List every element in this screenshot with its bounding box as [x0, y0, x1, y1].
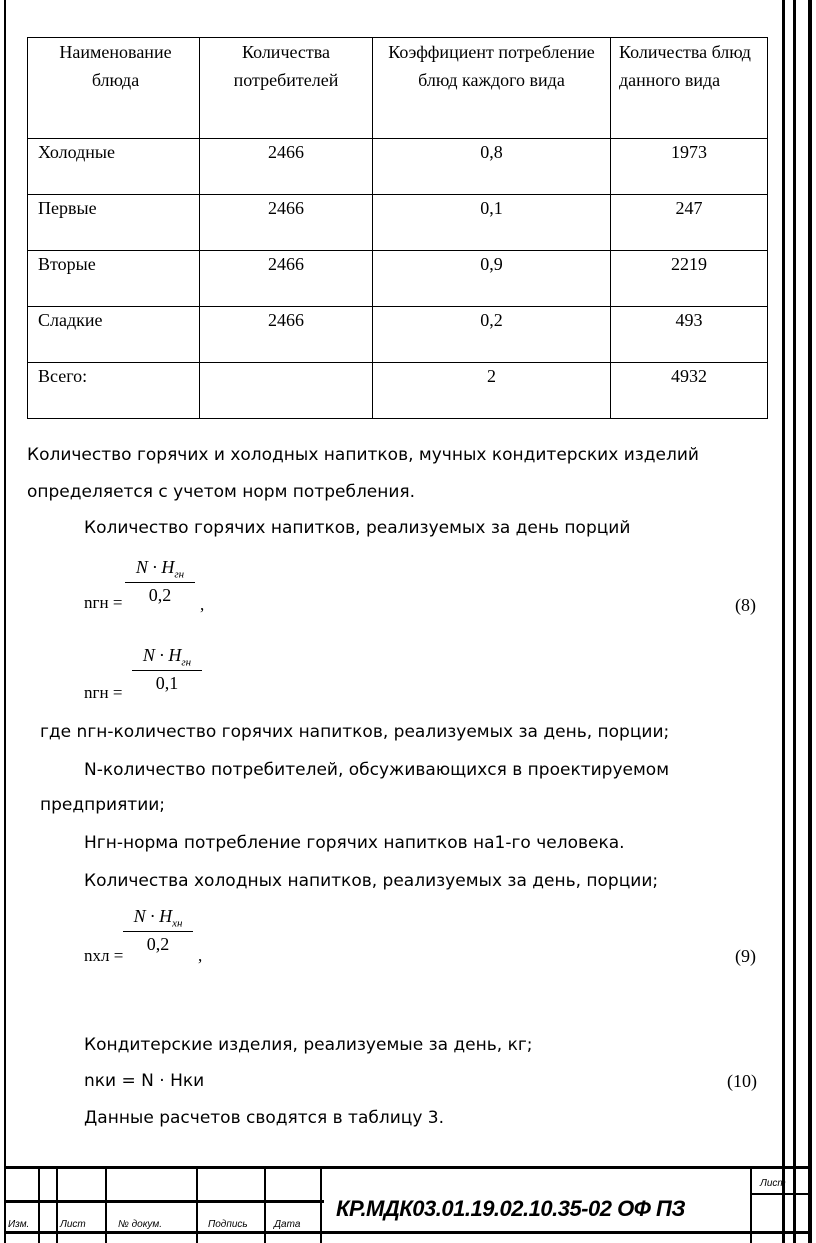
- table-header-row: [28, 38, 768, 139]
- cell-count: 493: [611, 307, 768, 363]
- stamp-divider: [264, 1166, 266, 1243]
- formula-subscript: гн: [181, 656, 192, 669]
- cell-count: 1973: [611, 139, 768, 195]
- header-dish-name: Наименование блюда: [28, 38, 200, 139]
- formula-fraction: [132, 645, 202, 694]
- formula-subscript: хн: [172, 917, 183, 930]
- formula-numerator: N · H: [142, 645, 182, 665]
- table-row: [28, 139, 768, 195]
- stamp-sheet-divider: [750, 1193, 808, 1195]
- table-row: [28, 307, 768, 363]
- cell-consumers: [200, 363, 373, 419]
- formula-lhs: nхл =: [84, 946, 124, 965]
- cell-consumers: 2466: [200, 251, 373, 307]
- paragraph-line: Количество горячих и холодных напитков, мучных кондитерских изделий: [27, 445, 699, 465]
- cell-count: 247: [611, 195, 768, 251]
- formula-lhs: nгн =: [84, 683, 123, 702]
- formula-fraction: [125, 557, 195, 606]
- paragraph-line: предприятии;: [40, 795, 166, 815]
- frame-right-border: [793, 0, 796, 1243]
- stamp-col-label: Лист: [60, 1219, 86, 1230]
- formula-subscript: гн: [174, 568, 185, 581]
- document-code: КР.МДК03.01.19.02.10.35-02 ОФ ПЗ: [336, 1196, 685, 1221]
- paragraph-line: N-количество потребителей, обсуживающихся в проектируемом: [84, 760, 670, 780]
- formula-number: (10): [727, 1071, 757, 1091]
- frame-right-border: [808, 0, 812, 1243]
- paragraph-line: Количества холодных напитков, реализуемых за день, порции;: [84, 871, 659, 891]
- stamp-col-label: № докум.: [118, 1219, 163, 1230]
- formula-number: (8): [735, 595, 756, 615]
- frame-right-border: [782, 0, 785, 1243]
- cell-coefficient: 2: [373, 363, 611, 419]
- paragraph-line: Данные расчетов сводятся в таблицу 3.: [84, 1108, 445, 1128]
- formula-10: nки = N · Hки: [84, 1071, 205, 1091]
- formula-denominator: 0,2: [148, 584, 172, 605]
- stamp-col-label: Изм.: [8, 1219, 30, 1230]
- cell-dish: Холодные: [28, 139, 200, 195]
- cell-dish: Сладкие: [28, 307, 200, 363]
- cell-consumers: 2466: [200, 307, 373, 363]
- cell-coefficient: 0,8: [373, 139, 611, 195]
- formula-fraction: [123, 906, 193, 955]
- formula-numerator: N · H: [135, 557, 175, 577]
- cell-dish: Всего:: [28, 363, 200, 419]
- stamp-top-line: [4, 1166, 812, 1169]
- paragraph-line: Количество горячих напитков, реализуемых за день порций: [84, 518, 631, 538]
- formula-denominator: 0,1: [155, 672, 179, 693]
- stamp-divider: [38, 1166, 40, 1243]
- cell-dish: Первые: [28, 195, 200, 251]
- stamp-divider: [56, 1166, 58, 1243]
- formula-comma: ,: [198, 946, 203, 965]
- paragraph-line: определяется с учетом норм потребления.: [27, 482, 416, 502]
- table-row: [28, 251, 768, 307]
- stamp-middle-line: [4, 1200, 324, 1203]
- dishes-table: [27, 37, 768, 419]
- header-consumers: Количества потребителей: [200, 38, 373, 139]
- stamp-divider: [320, 1166, 322, 1243]
- formula-lhs: nгн =: [84, 593, 123, 612]
- formula-denominator: 0,2: [146, 933, 170, 954]
- paragraph-line: Нгн-норма потребление горячих напитков на1-го человека.: [84, 833, 625, 853]
- cell-coefficient: 0,1: [373, 195, 611, 251]
- stamp-col-label: Дата: [274, 1219, 301, 1230]
- stamp-col-label: Подпись: [208, 1219, 248, 1230]
- cell-count: 2219: [611, 251, 768, 307]
- cell-coefficient: 0,2: [373, 307, 611, 363]
- cell-dish: Вторые: [28, 251, 200, 307]
- frame-left-border: [4, 0, 6, 1243]
- stamp-sheet-label: Лист: [760, 1178, 786, 1189]
- table-row-total: [28, 363, 768, 419]
- stamp-divider: [750, 1166, 752, 1243]
- stamp-divider: [196, 1166, 198, 1243]
- stamp-bottom-line: [4, 1231, 812, 1234]
- paragraph-line: Кондитерские изделия, реализуемые за день, кг;: [84, 1035, 533, 1055]
- cell-consumers: 2466: [200, 195, 373, 251]
- formula-comma: ,: [200, 595, 205, 614]
- cell-consumers: 2466: [200, 139, 373, 195]
- cell-count: 4932: [611, 363, 768, 419]
- header-dish-count: Количества блюд данного вида: [611, 38, 768, 139]
- paragraph-line: где nгн-количество горячих напитков, реализуемых за день, порции;: [40, 722, 670, 742]
- formula-number: (9): [735, 946, 756, 966]
- stamp-divider: [105, 1166, 107, 1243]
- header-coefficient: Коэффициент потребление блюд каждого вида: [373, 38, 611, 139]
- table-row: [28, 195, 768, 251]
- cell-coefficient: 0,9: [373, 251, 611, 307]
- formula-numerator: N · H: [133, 906, 173, 926]
